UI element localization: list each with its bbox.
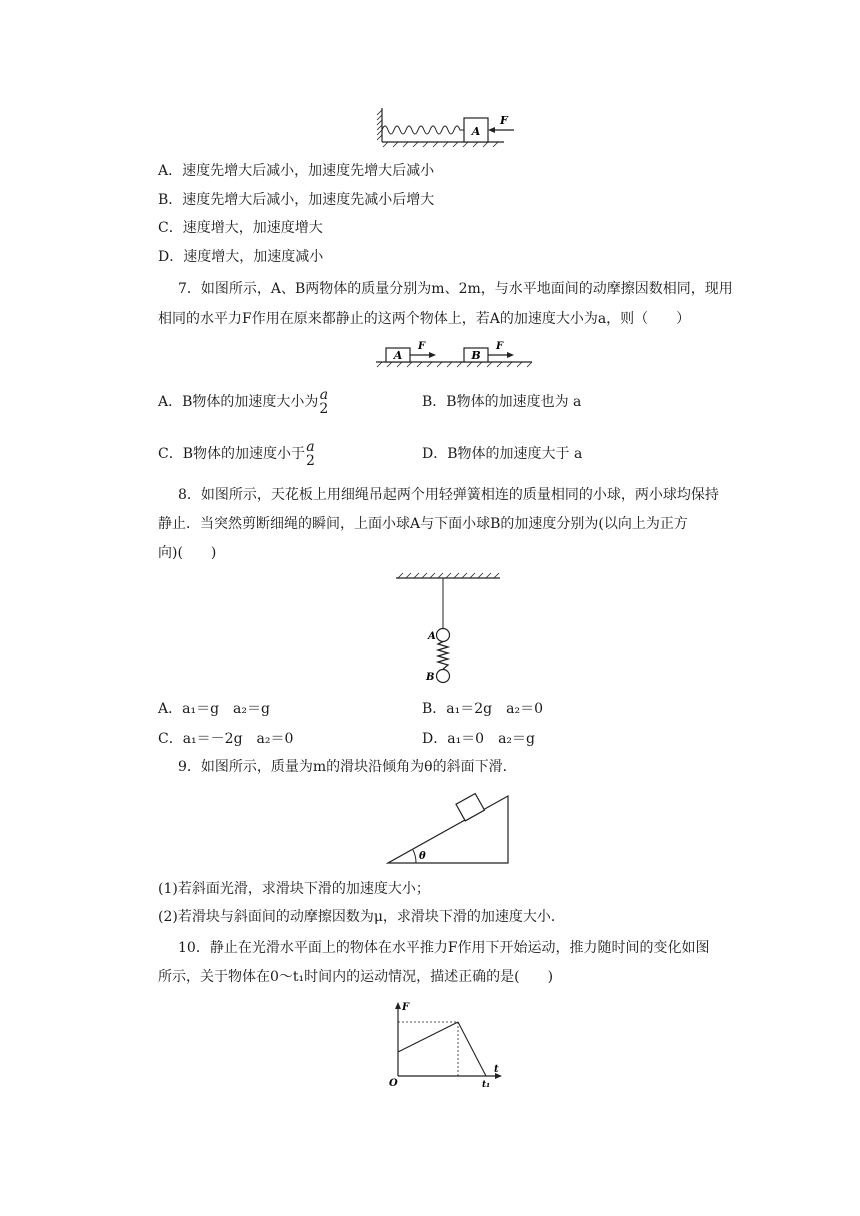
q7-option-a-prefix: A．B物体的加速度大小为 xyxy=(158,394,319,410)
q8-ball-a-label: A xyxy=(428,631,436,642)
q9-sub1: (1)若斜面光滑，求滑块下滑的加速度大小； xyxy=(158,881,430,897)
q6-option-b: B．速度先增大后减小，加速度先减小后增大 xyxy=(158,192,435,208)
q6-block-label: A xyxy=(471,125,481,138)
q6-force-label: F xyxy=(500,114,508,127)
q8-option-d: D．a₁＝0 a₂＝g xyxy=(422,731,536,747)
q7-option-c xyxy=(158,436,315,472)
q9-sub2: (2)若滑块与斜面间的动摩擦因数为μ，求滑块下滑的加速度大小． xyxy=(158,909,565,925)
q6-option-d: D．速度增大，加速度减小 xyxy=(158,249,324,265)
q10-stem-line2: 所示，关于物体在0～t₁时间内的运动情况，描述正确的是( ) xyxy=(158,969,554,985)
q7-option-d: D．B物体的加速度大于 a xyxy=(422,446,583,462)
q6-option-c: C．速度增大，加速度增大 xyxy=(158,220,323,236)
q10-x-axis-label: t xyxy=(494,1064,499,1075)
q7-option-a-denominator: 2 xyxy=(319,401,329,417)
q10-y-axis-label: F xyxy=(402,1002,410,1013)
q7-option-a-fraction xyxy=(319,388,328,416)
q8-stem-line1: 8．如图所示，天花板上用细绳吊起两个用轻弹簧相连的质量相同的小球，两小球均保持 xyxy=(178,487,719,503)
q7-option-c-fraction xyxy=(306,440,315,468)
q8-option-c: C．a₁＝－2g a₂＝0 xyxy=(158,731,294,747)
q7-block-b-label: B xyxy=(471,349,481,362)
q8-stem-line2: 静止．当突然剪断细绳的瞬间，上面小球A与下面小球B的加速度分别为(以向上为正方 xyxy=(158,516,688,532)
q6-spring-block-figure xyxy=(374,104,524,148)
q7-option-c-numerator: a xyxy=(306,439,315,455)
q7-option-b: B．B物体的加速度也为 a xyxy=(422,394,582,410)
q10-origin-label: O xyxy=(389,1078,398,1089)
q6-option-a: A．速度先增大后减小，加速度先增大后减小 xyxy=(158,163,435,179)
q9-stem: 9．如图所示，质量为m的滑块沿倾角为θ的斜面下滑． xyxy=(178,759,517,775)
q7-option-c-prefix: C．B物体的加速度小于 xyxy=(158,446,305,462)
q7-two-blocks-figure xyxy=(374,338,534,370)
q7-force-a-label: F xyxy=(418,341,426,352)
q7-option-a-numerator: a xyxy=(319,387,329,403)
q8-option-b: B．a₁＝2g a₂＝0 xyxy=(422,701,543,717)
q10-t1-label: t₁ xyxy=(482,1080,491,1090)
q10-force-time-graph xyxy=(384,998,508,1090)
q8-ball-b-label: B xyxy=(426,672,435,683)
q7-stem-line2: 相同的水平力F作用在原来都静止的这两个物体上，若A的加速度大小为a，则（ ） xyxy=(158,311,691,327)
q8-stem-line3: 向)( ) xyxy=(158,545,217,561)
q9-angle-label: θ xyxy=(419,851,426,862)
q10-stem-line1: 10．静止在光滑水平面上的物体在水平推力F作用下开始运动，推力随时间的变化如图 xyxy=(178,940,710,956)
q8-hanging-balls-figure xyxy=(394,570,504,688)
q8-option-a: A．a₁＝g a₂＝g xyxy=(158,701,270,717)
q7-option-c-denominator: 2 xyxy=(306,453,315,469)
q7-stem-line1: 7．如图所示，A、B两物体的质量分别为m、2m，与水平地面间的动摩擦因数相同，现用 xyxy=(178,281,733,297)
q7-block-a-label: A xyxy=(393,349,403,362)
q7-option-a xyxy=(158,384,328,420)
q9-incline-figure xyxy=(386,786,512,866)
q7-force-b-label: F xyxy=(496,341,504,352)
